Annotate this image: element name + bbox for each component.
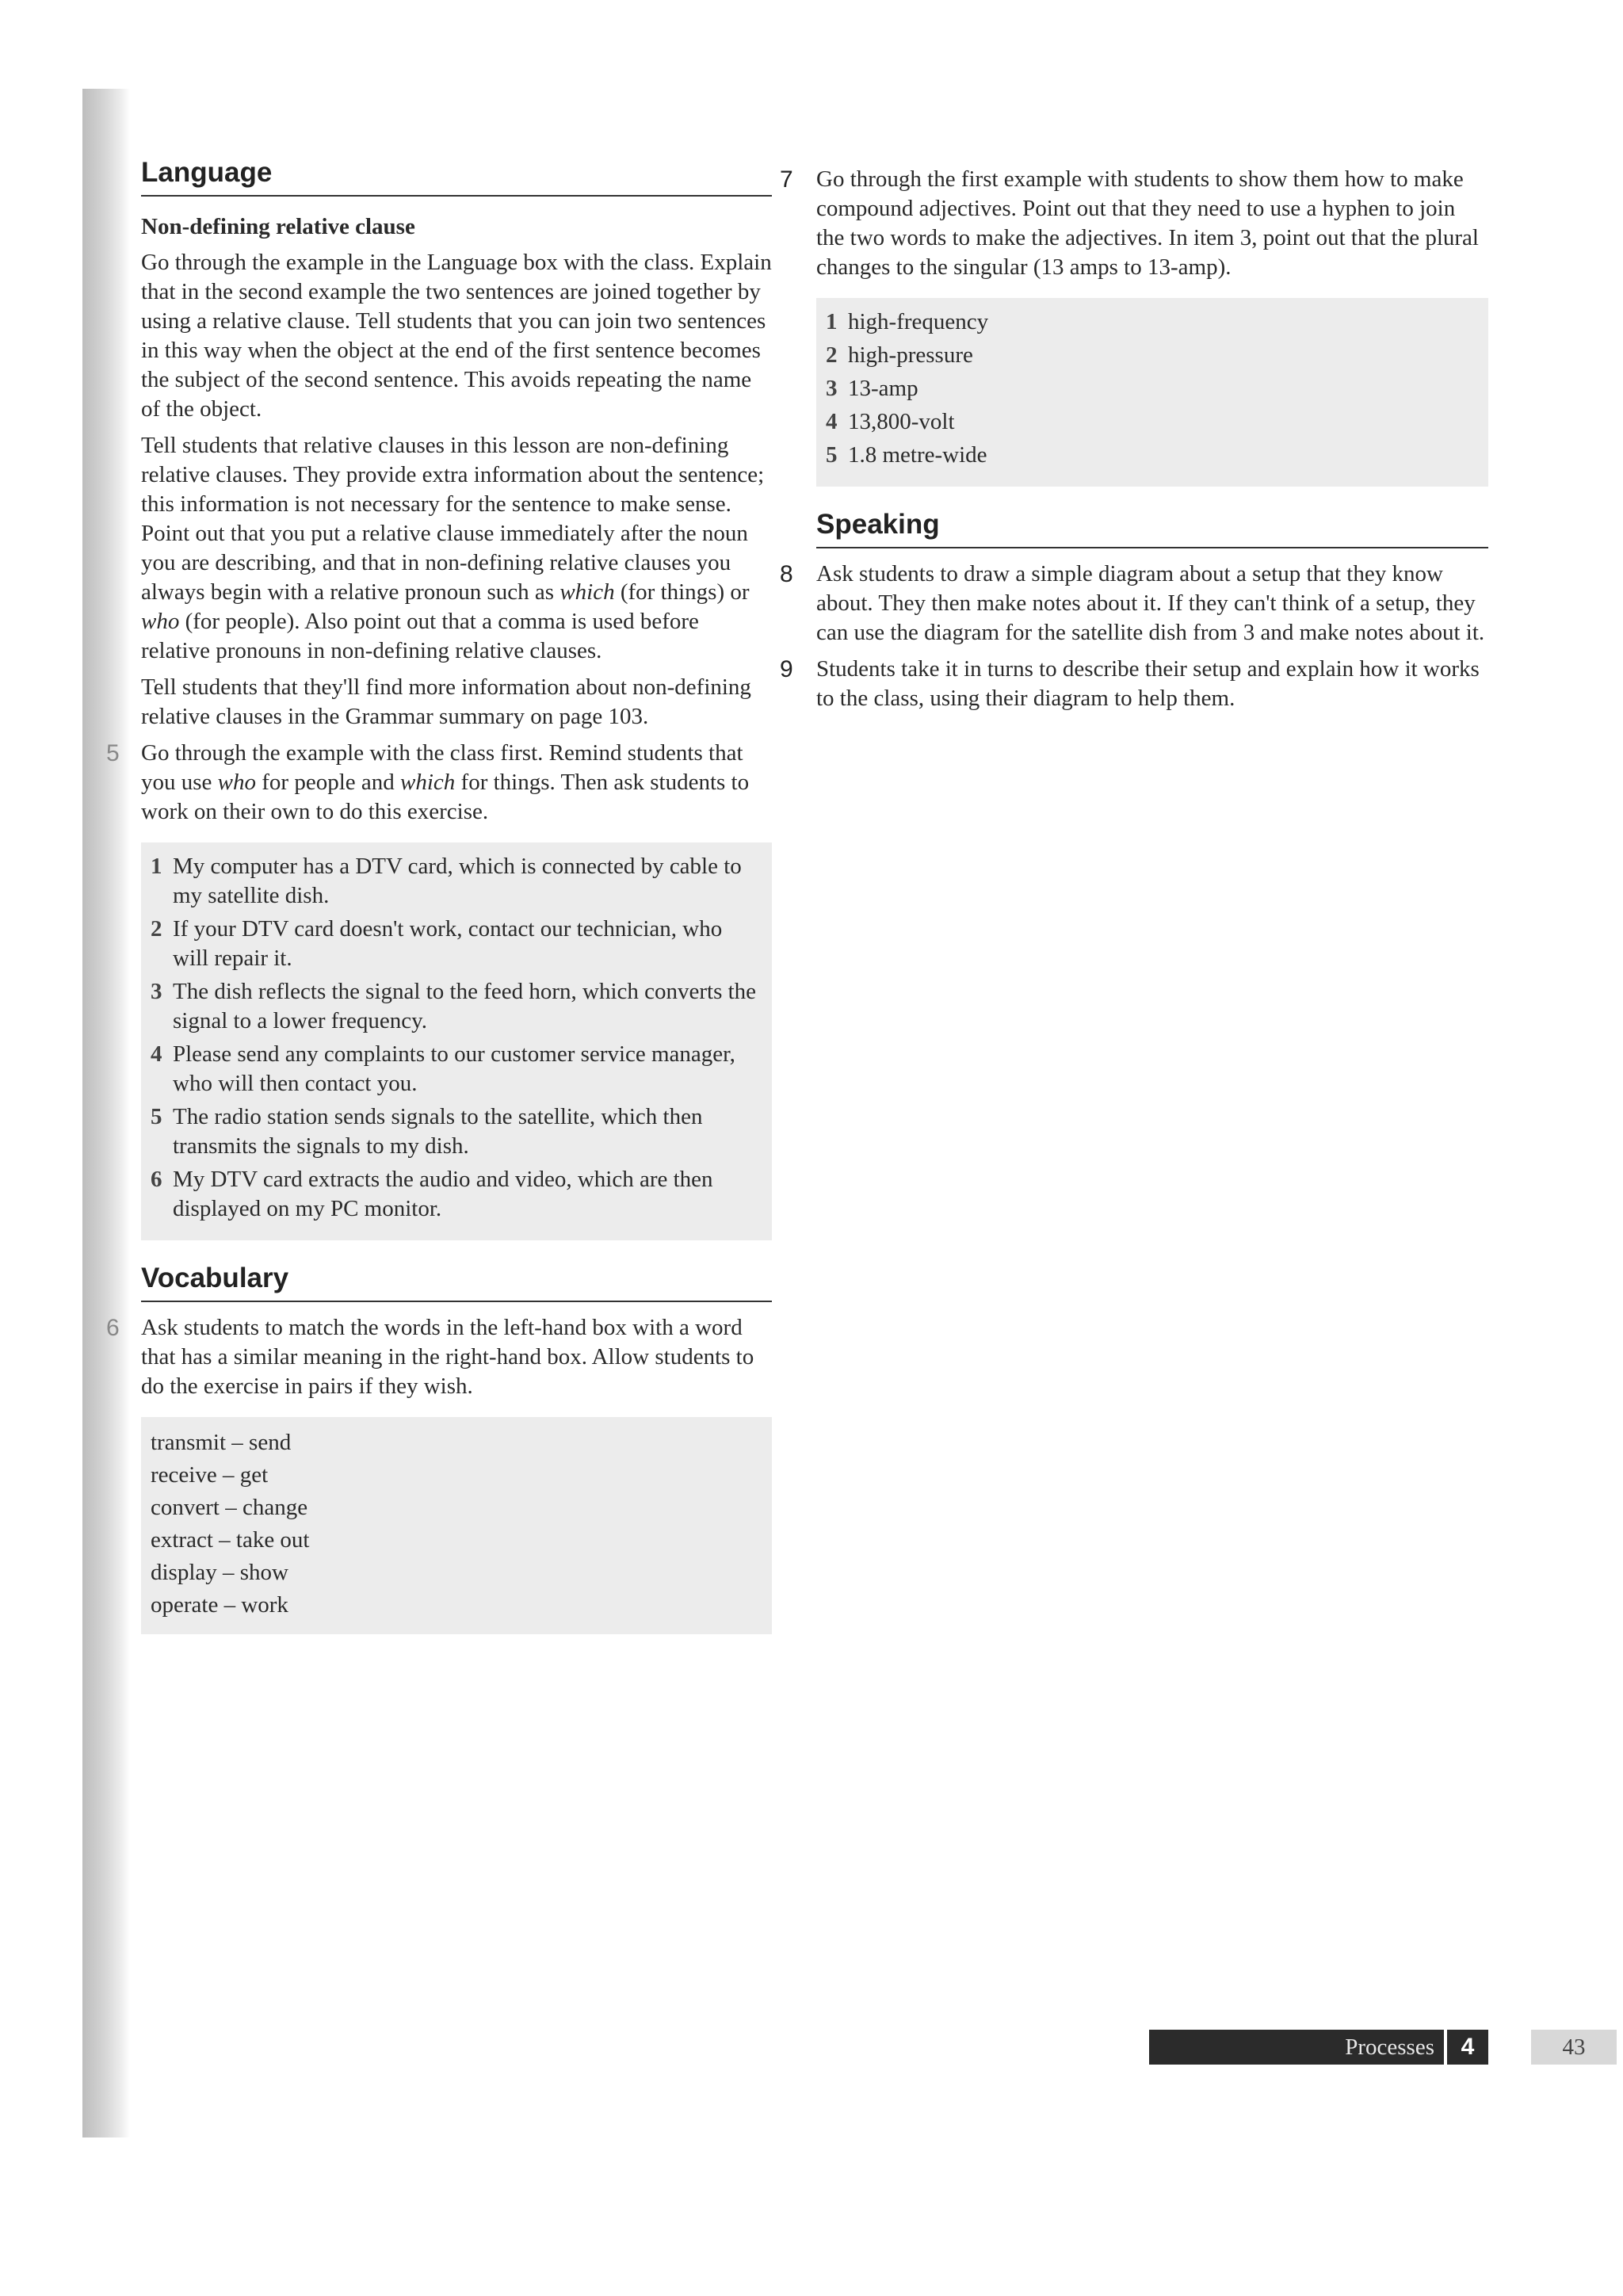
list-item: operate – work <box>151 1592 288 1618</box>
exercise-7-instructions: 7 Go through the first example with students to show them how to make compound adjectives. Point out that they need to use a hyphen to join the two words to make the adjectives. In item 3, point out that the plural changes to the singular (13 amps to 13-amp). <box>780 166 1479 280</box>
relative-clause-subheading: Non-defining relative clause <box>141 214 415 239</box>
exercise-5-instructions: 5 Go through the example with the class first. Remind students that you use who for people and which for things. Then ask students to work on their own to do this exercise. <box>106 740 750 824</box>
exercise-7-number: 7 <box>780 166 793 193</box>
left-column <box>106 157 772 1656</box>
unit-footer-bar <box>1149 2030 1488 2065</box>
unit-label: Processes <box>1345 2034 1434 2060</box>
right-column <box>780 165 1488 720</box>
list-item: extract – take out <box>151 1527 310 1553</box>
language-heading: Language <box>141 157 772 197</box>
list-item: 5 1.8 metre-wide <box>826 442 987 468</box>
list-item: transmit – send <box>151 1430 292 1455</box>
exercise-9-instructions: 9 Students take it in turns to describe their setup and explain how it works to the class, using their diagram to help them. <box>780 656 1480 711</box>
list-item: 2 high-pressure <box>826 342 973 368</box>
exercise-6-number: 6 <box>106 1315 120 1341</box>
exercise-7-answer-key <box>816 298 1488 487</box>
list-item: 5 The radio station sends signals to the satellite, which then transmits the signals to my dish. <box>151 1104 703 1159</box>
list-item: receive – get <box>151 1462 269 1488</box>
page-number: 43 <box>1531 2030 1617 2065</box>
language-paragraph-2: Tell students that relative clauses in this lesson are non-defining relative clauses. They provide extra information about the sentence; this information is not necessary for the sentence to make sense. Point out that you put a relative clause immediately after the noun you are describing, and that in non-defining relative clauses you always begin with a relative pronoun such as which (for things) or who (for people). Also point out that a comma is used before relative pronouns in non-defining relative clauses. <box>141 433 765 663</box>
unit-number: 4 <box>1461 2034 1475 2060</box>
list-item: display – show <box>151 1560 288 1585</box>
vocabulary-answer-key <box>141 1417 772 1634</box>
language-paragraph-3: Tell students that they'll find more information about non-defining relative clauses in the Grammar summary on page 103. <box>141 674 751 729</box>
list-item: 1 My computer has a DTV card, which is connected by cable to my satellite dish. <box>151 854 742 908</box>
speaking-heading: Speaking <box>816 509 1488 548</box>
language-paragraph-1: Go through the example in the Language box with the class. Explain that in the second example the two sentences are joined together by using a relative clause. Tell students that you can join two sentences in this way when the object at the end of the first sentence becomes the subject of the second sentence. This avoids repeating the name of the object. <box>141 250 772 422</box>
list-item: 3 The dish reflects the signal to the feed horn, which converts the signal to a lower frequency. <box>151 979 757 1033</box>
exercise-8-number: 8 <box>780 561 793 587</box>
list-item: 1 high-frequency <box>826 309 989 334</box>
list-item: 4 Please send any complaints to our customer service manager, who will then contact you. <box>151 1041 735 1096</box>
page-binding-shadow <box>82 89 130 2137</box>
exercise-5-number: 5 <box>106 740 120 766</box>
list-item: 2 If your DTV card doesn't work, contact our technician, who will repair it. <box>151 916 723 971</box>
list-item: 3 13-amp <box>826 376 918 401</box>
vocabulary-heading: Vocabulary <box>141 1263 772 1302</box>
list-item: convert – change <box>151 1495 308 1520</box>
list-item: 4 13,800-volt <box>826 409 955 434</box>
exercise-8-instructions: 8 Ask students to draw a simple diagram about a setup that they know about. They then make notes about it. If they can't think of a setup, they can use the diagram for the satellite dish from 3 and make notes about it. <box>780 561 1485 645</box>
exercise-9-number: 9 <box>780 656 793 682</box>
list-item: 6 My DTV card extracts the audio and video, which are then displayed on my PC monitor. <box>151 1167 713 1221</box>
exercise-6-instructions: 6 Ask students to match the words in the left-hand box with a word that has a similar meaning in the right-hand box. Allow students to do the exercise in pairs if they wish. <box>106 1315 754 1399</box>
exercise-5-answer-key <box>141 842 772 1240</box>
